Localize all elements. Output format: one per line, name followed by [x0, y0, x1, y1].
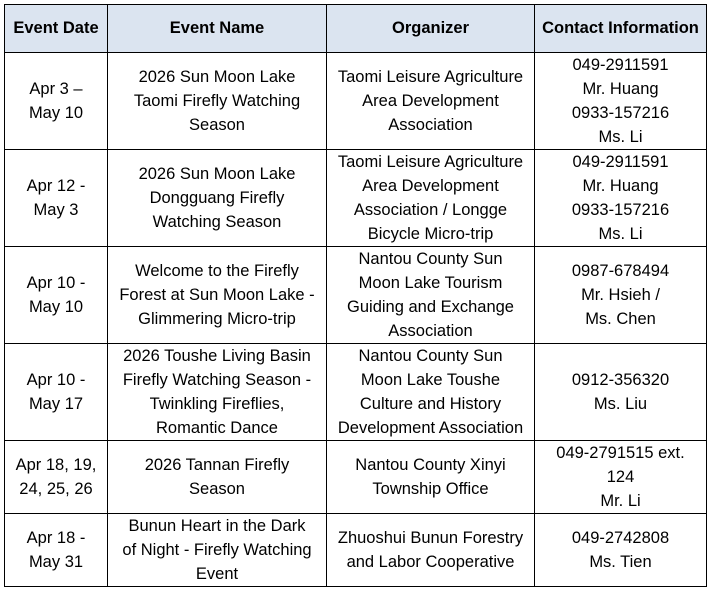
- event-name-line: Watching Season: [152, 213, 282, 231]
- contact-line: 049-2791515 ext.: [556, 444, 685, 462]
- organizer-line: Area Development: [362, 177, 499, 195]
- event-date-line: May 17: [28, 395, 84, 413]
- event-date-line: May 10: [28, 298, 84, 316]
- event-name-cell: [108, 53, 327, 150]
- organizer-cell: [327, 247, 535, 344]
- contact-line: Ms. Tien: [589, 553, 652, 571]
- event-name-cell: [108, 344, 327, 441]
- event-date-line: Apr 3 –: [29, 80, 83, 98]
- contact-line: Ms. Li: [598, 225, 643, 243]
- event-name-cell: [108, 514, 327, 587]
- organizer-line: Association: [388, 116, 473, 134]
- event-date-line: May 10: [28, 104, 84, 122]
- organizer-line: Nantou County Xinyi: [355, 456, 506, 474]
- organizer-cell: [327, 53, 535, 150]
- event-name-line: Welcome to the Firefly: [135, 262, 299, 280]
- organizer-line: Zhuoshui Bunun Forestry: [337, 529, 524, 547]
- contact-line: Mr. Huang: [582, 80, 659, 98]
- organizer-line: and Labor Cooperative: [346, 553, 515, 571]
- event-date-line: Apr 12 -: [26, 177, 86, 195]
- contact-cell: [535, 247, 707, 344]
- organizer-line: Area Development: [362, 92, 499, 110]
- contact-line: 049-2911591: [572, 56, 669, 74]
- organizer-line: Bicycle Micro-trip: [367, 225, 494, 243]
- event-name-line: 2026 Toushe Living Basin: [123, 347, 311, 365]
- event-name-line: 2026 Sun Moon Lake: [138, 68, 296, 86]
- table-header-row: [5, 5, 707, 53]
- contact-line: 049-2911591: [572, 153, 669, 171]
- event-date-line: Apr 18, 19,: [15, 456, 97, 474]
- event-date-line: May 31: [28, 553, 84, 571]
- organizer-line: Moon Lake Toushe: [360, 371, 501, 389]
- event-date-line: May 3: [33, 201, 79, 219]
- organizer-line: Township Office: [372, 480, 489, 498]
- event-name-line: Forest at Sun Moon Lake -: [119, 286, 315, 304]
- event-name-line: Glimmering Micro-trip: [138, 310, 296, 328]
- header-contact-line: Contact: [542, 19, 604, 37]
- event-name-line: Taomi Firefly Watching: [133, 92, 301, 110]
- contact-line: Ms. Chen: [585, 310, 656, 328]
- contact-cell: [535, 514, 707, 587]
- event-name-cell: [108, 247, 327, 344]
- table-row: [5, 53, 707, 150]
- event-name-line: of Night - Firefly Watching: [122, 541, 312, 559]
- contact-line: Mr. Huang: [582, 177, 659, 195]
- event-date-cell: [5, 150, 108, 247]
- contact-cell: [535, 441, 707, 514]
- organizer-line: Taomi Leisure Agriculture: [337, 68, 524, 86]
- header-contact-line: Information: [608, 19, 699, 37]
- table-row: [5, 150, 707, 247]
- header-contact-information: [535, 5, 707, 53]
- event-name-line: 2026 Tannan Firefly: [144, 456, 290, 474]
- event-name-line: Season: [189, 480, 245, 498]
- organizer-cell: [327, 441, 535, 514]
- contact-line: 124: [606, 468, 635, 486]
- table-row: [5, 514, 707, 587]
- organizer-line: Moon Lake Tourism: [358, 274, 503, 292]
- header-event-name: Event Name: [108, 5, 327, 53]
- firefly-events-table: [4, 4, 707, 587]
- event-date-line: Apr 18 -: [26, 529, 86, 547]
- event-date-cell: [5, 344, 108, 441]
- organizer-line: Nantou County Sun: [358, 347, 503, 365]
- event-date-cell: [5, 247, 108, 344]
- contact-cell: [535, 344, 707, 441]
- event-name-line: Firefly Watching Season -: [122, 371, 312, 389]
- contact-line: Mr. Li: [600, 492, 641, 510]
- event-date-line: 24, 25, 26: [19, 480, 93, 498]
- event-name-line: Event: [195, 565, 239, 583]
- event-date-line: Apr 10 -: [26, 274, 86, 292]
- organizer-line: Culture and History: [359, 395, 502, 413]
- contact-line: Ms. Liu: [593, 395, 648, 413]
- organizer-line: Guiding and Exchange: [347, 298, 514, 316]
- event-name-line: 2026 Sun Moon Lake: [138, 165, 296, 183]
- organizer-line: Development Association: [337, 419, 524, 437]
- event-date-line: Apr 10 -: [26, 371, 86, 389]
- contact-line: 049-2742808: [571, 529, 670, 547]
- event-date-cell: [5, 514, 108, 587]
- event-name-line: Romantic Dance: [156, 419, 278, 437]
- organizer-cell: [327, 344, 535, 441]
- contact-line: 0933-157216: [571, 201, 670, 219]
- event-name-line: Twinkling Fireflies,: [149, 395, 285, 413]
- event-date-cell: [5, 53, 108, 150]
- contact-line: 0987-678494: [571, 262, 670, 280]
- contact-line: Mr. Hsieh /: [581, 286, 660, 304]
- event-name-cell: [108, 150, 327, 247]
- organizer-cell: [327, 150, 535, 247]
- contact-line: 0912-356320: [571, 371, 670, 389]
- event-date-cell: [5, 441, 108, 514]
- organizer-cell: [327, 514, 535, 587]
- header-event-date: Event Date: [5, 5, 108, 53]
- contact-line: Ms. Li: [598, 128, 643, 146]
- organizer-line: Association: [388, 322, 473, 340]
- organizer-line: Nantou County Sun: [358, 250, 503, 268]
- organizer-line: Association / Longge: [353, 201, 508, 219]
- organizer-line: Taomi Leisure Agriculture: [337, 153, 524, 171]
- table-row: [5, 247, 707, 344]
- event-name-cell: [108, 441, 327, 514]
- contact-cell: [535, 53, 707, 150]
- contact-line: 0933-157216: [571, 104, 670, 122]
- table-row: [5, 441, 707, 514]
- event-name-line: Season: [189, 116, 245, 134]
- header-organizer: Organizer: [327, 5, 535, 53]
- event-name-line: Dongguang Firefly: [149, 189, 285, 207]
- event-name-line: Bunun Heart in the Dark: [128, 517, 306, 535]
- table-row: [5, 344, 707, 441]
- contact-cell: [535, 150, 707, 247]
